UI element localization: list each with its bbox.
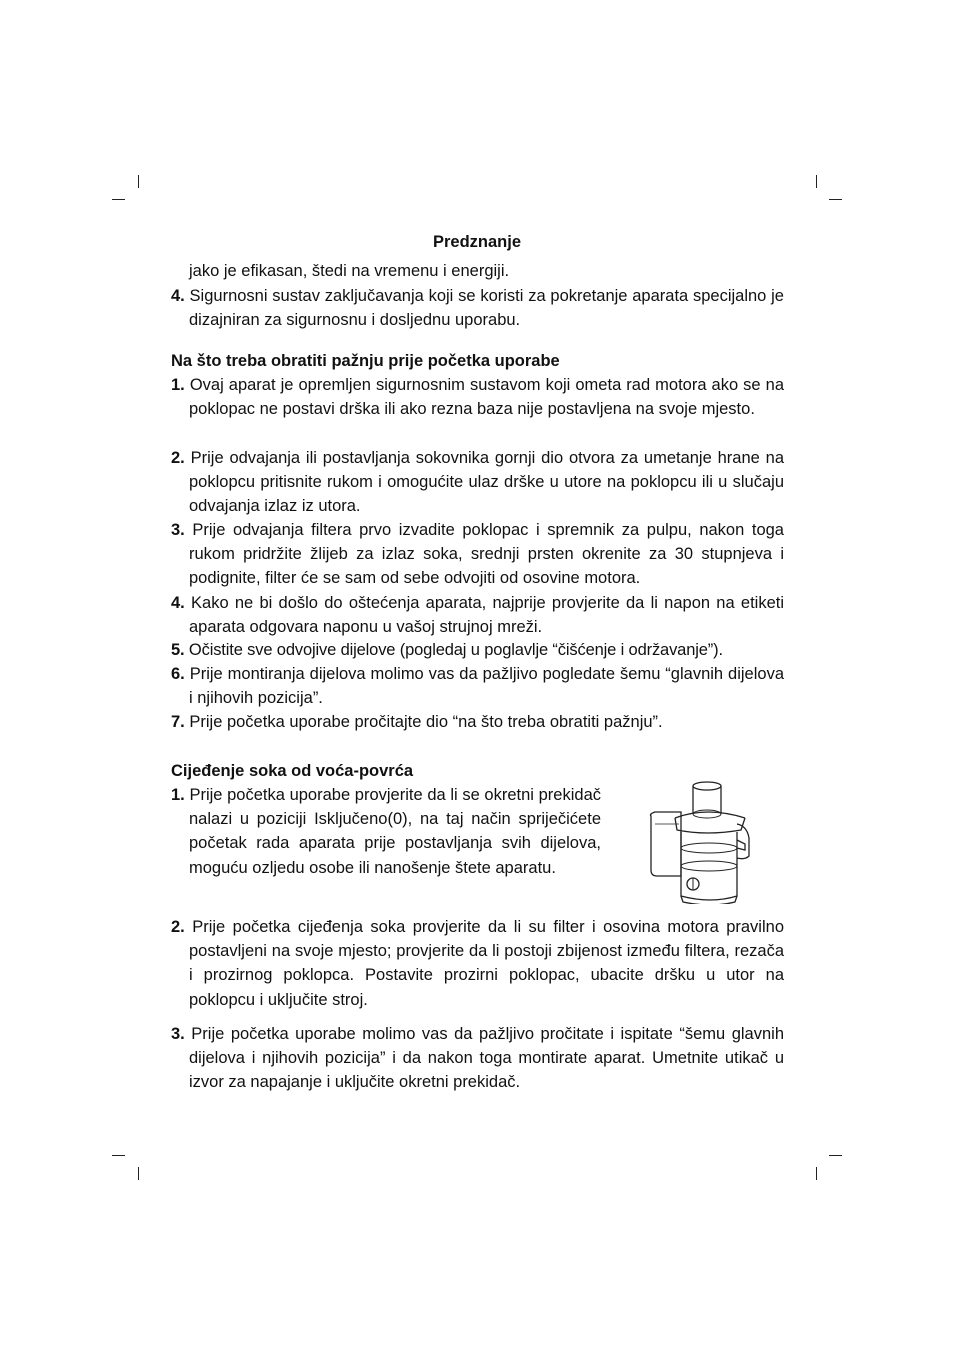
list-item-text: Prije odvajanja ili postavljanja sokovnika gornji dio otvora za umetanje hrane na poklopcu pritisnite rukom i omogućite ulaz drške u utore na poklopcu ili u slučaju odvajanja izlaz iz utora. — [189, 449, 784, 516]
intro-continuation-text: jako je efikasan, štedi na vremenu i energiji. — [189, 262, 510, 280]
list-item — [171, 518, 784, 591]
crop-mark-top-right-vertical — [816, 175, 817, 188]
list-item — [171, 1022, 784, 1095]
list-item-number: 2. — [171, 918, 185, 936]
list-item-text: Prije početka uporabe molimo vas da pažljivo pročitate i ispitate “šemu glavnih dijelova i njihovih pozicija” i da nakon toga montirate aparat. Umetnite utikač u izvor za napajanje i uključite okretni prekidač. — [189, 1025, 784, 1092]
juicer-illustration-icon — [645, 778, 755, 904]
list-item-text: Kako ne bi došlo do oštećenja aparata, najprije provjerite da li napon na etiketi aparata odgovara naponu u vašoj strujnoj mreži. — [189, 594, 784, 637]
list-item-text: Prije montiranja dijelova molimo vas da pažljivo pogledate šemu “glavnih dijelova i njihovih pozicija”. — [189, 665, 784, 708]
list-item-text: Prije odvajanja filtera prvo izvadite poklopac i spremnik za pulpu, nakon toga rukom pridržite žlijeb za izlaz soka, srednji prsten okrenite za 30 stupnjeva i podignite, filter će se sam od sebe odvojiti od osovine motora. — [189, 521, 784, 588]
list-item-text: Prije početka uporabe provjerite da li se okretni prekidač nalazi u poziciji Isključeno(0), na taj način spriječićete početak rada aparata prije postavljanja svih dijelova, moguću ozljedu osobe ili nanošenje štete aparatu. — [189, 786, 601, 877]
list-item — [171, 662, 784, 710]
list-item-number: 2. — [171, 449, 185, 467]
list-item-number: 3. — [171, 1025, 185, 1043]
list-item-number: 5. — [171, 641, 185, 659]
list-item — [171, 373, 784, 421]
crop-mark-bottom-right-horizontal — [829, 1155, 842, 1156]
list-item-text: Ovaj aparat je opremljen sigurnosnim sustavom koji ometa rad motora ako se na poklopac ne postavi drška ili ako rezna baza nije postavljena na svoje mjesto. — [189, 376, 785, 419]
list-item-text: Očistite sve odvojive dijelove (pogledaj u poglavlje “čišćenje i održavanje”). — [188, 641, 723, 659]
page-title: Predznanje — [432, 233, 522, 251]
crop-mark-top-right-horizontal — [829, 199, 842, 200]
list-item — [171, 783, 601, 880]
list-item-number: 1. — [171, 376, 185, 394]
crop-mark-bottom-left-vertical — [138, 1167, 139, 1180]
list-item-text: Prije početka cijeđenja soka provjerite da li su filter i osovina motora pravilno postavljeni na svoje mjesto; provjerite da li postoji zbijenost između filtera, rezača i prozirnog poklopca. Postavite prozirni poklopac, ubacite dršku u utor na poklopcu i uključite stroj. — [189, 918, 784, 1009]
list-item-text: Prije početka uporabe pročitajte dio “na što treba obratiti pažnju”. — [189, 713, 663, 731]
list-item — [171, 446, 784, 519]
list-item-number: 7. — [171, 713, 185, 731]
list-item-number: 4. — [171, 594, 185, 612]
crop-mark-top-left-horizontal — [112, 199, 125, 200]
section-heading-precautions: Na što treba obratiti pažnju prije početka uporabe — [171, 352, 560, 370]
section-heading-juicing: Cijeđenje soka od voća-povrća — [171, 762, 414, 780]
list-item — [171, 915, 784, 1012]
list-item-number: 1. — [171, 786, 185, 804]
list-item-number: 6. — [171, 665, 185, 683]
intro-continuation — [171, 259, 784, 283]
crop-mark-bottom-left-horizontal — [112, 1155, 125, 1156]
crop-mark-top-left-vertical — [138, 175, 139, 188]
crop-mark-bottom-right-vertical — [816, 1167, 817, 1180]
intro-item-4 — [171, 284, 784, 332]
list-item — [171, 710, 784, 734]
list-item — [171, 638, 784, 662]
list-item-number: 4. — [171, 287, 185, 305]
list-item — [171, 591, 784, 639]
list-item-number: 3. — [171, 521, 185, 539]
list-item-text: Sigurnosni sustav zaključavanja koji se koristi za pokretanje aparata specijalno je dizajniran za sigurnosnu i dosljednu uporabu. — [189, 287, 784, 330]
